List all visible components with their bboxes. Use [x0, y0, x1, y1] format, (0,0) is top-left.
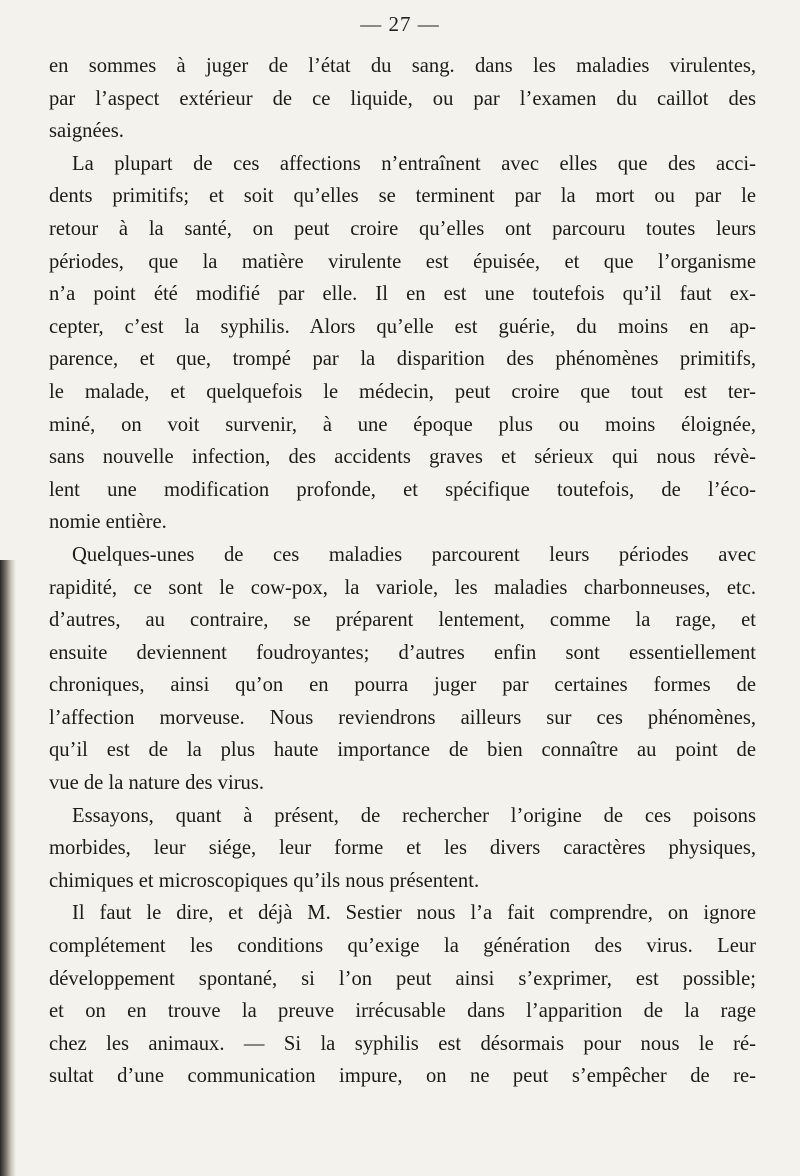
text-line: cepter, c’est la syphilis. Alors qu’elle est guérie, du moins en ap-: [49, 315, 756, 338]
text-line: dents primitifs; et soit qu’elles se terminent par la mort ou par le: [49, 185, 756, 208]
text-line: chimiques et microscopiques qu’ils nous présentent.: [49, 869, 480, 892]
text-line: retour à la santé, on peut croire qu’elles ont parcouru toutes leurs: [49, 217, 756, 240]
text-line: Quelques-unes de ces maladies parcourent leurs périodes avec: [72, 543, 756, 566]
paragraph: [49, 800, 756, 898]
paragraph: [49, 539, 756, 800]
text-line: morbides, leur siége, leur forme et les divers caractères physiques,: [49, 837, 756, 860]
text-line: parence, et que, trompé par la disparition des phénomènes primitifs,: [49, 348, 756, 371]
text-line: et on en trouve la preuve irrécusable dans l’apparition de la rage: [49, 1000, 756, 1023]
text-line: l’affection morveuse. Nous reviendrons ailleurs sur ces phénomènes,: [49, 706, 756, 729]
paragraph: [49, 148, 756, 539]
text-line: lent une modification profonde, et spécifique toutefois, de l’éco-: [49, 478, 756, 501]
text-line: Essayons, quant à présent, de rechercher l’origine de ces poisons: [72, 804, 756, 827]
text-line: nomie entière.: [49, 511, 167, 534]
text-line: développement spontané, si l’on peut ainsi s’exprimer, est possible;: [49, 967, 756, 990]
text-line: sultat d’une communication impure, on ne peut s’empêcher de re-: [49, 1065, 756, 1088]
text-line: chroniques, ainsi qu’on en pourra juger par certaines formes de: [49, 674, 756, 697]
text-line: La plupart de ces affections n’entraînent avec elles que des acci-: [72, 152, 756, 175]
text-line: vue de la nature des virus.: [49, 772, 265, 795]
paragraph: [49, 50, 756, 148]
page-number: — 27 —: [360, 12, 440, 36]
binding-shadow: [0, 560, 16, 1176]
body-text: [49, 50, 756, 1093]
text-line: d’autres, au contraire, se préparent lentement, comme la rage, et: [49, 609, 756, 632]
text-line: complétement les conditions qu’exige la génération des virus. Leur: [49, 935, 756, 958]
paragraph: [49, 897, 756, 1093]
text-line: Il faut le dire, et déjà M. Sestier nous l’a fait comprendre, on ignore: [72, 902, 756, 925]
text-line: sans nouvelle infection, des accidents graves et sérieux qui nous révè-: [49, 446, 756, 469]
text-line: chez les animaux. — Si la syphilis est désormais pour nous le ré-: [49, 1032, 756, 1055]
text-line: qu’il est de la plus haute importance de bien connaître au point de: [49, 739, 756, 762]
text-line: n’a point été modifié par elle. Il en est une toutefois qu’il faut ex-: [49, 283, 756, 306]
text-line: le malade, et quelquefois le médecin, peut croire que tout est ter-: [49, 380, 756, 403]
text-line: miné, on voit survenir, à une époque plus ou moins éloignée,: [49, 413, 756, 436]
text-line: saignées.: [49, 120, 124, 143]
text-line: périodes, que la matière virulente est épuisée, et que l’organisme: [49, 250, 756, 273]
text-line: ensuite deviennent foudroyantes; d’autres enfin sont essentiellement: [49, 641, 756, 664]
text-line: par l’aspect extérieur de ce liquide, ou par l’examen du caillot des: [49, 87, 756, 110]
text-line: en sommes à juger de l’état du sang. dans les maladies virulentes,: [49, 55, 756, 77]
text-line: rapidité, ce sont le cow-pox, la variole, les maladies charbonneuses, etc.: [49, 576, 756, 599]
